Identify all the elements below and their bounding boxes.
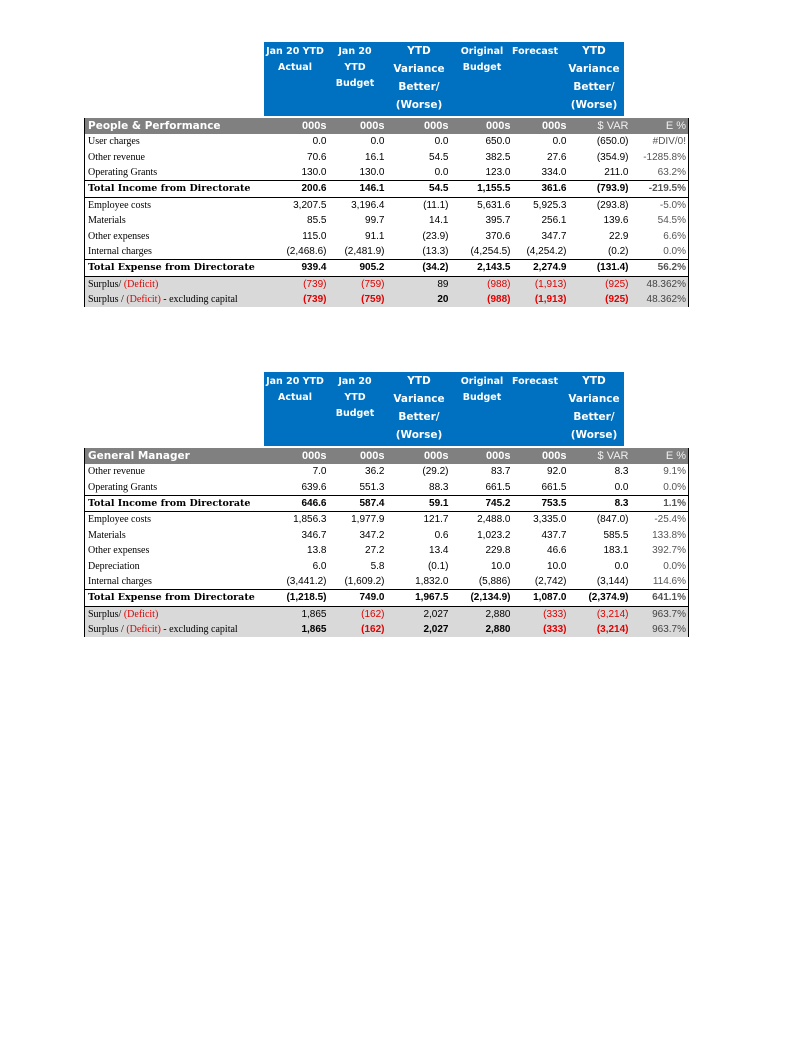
table-cell: 905.2	[329, 260, 387, 276]
table-cell: 36.2	[365, 466, 385, 478]
table-cell: 745.2	[451, 495, 513, 511]
table-cell: 6.6%	[663, 230, 686, 242]
table-cell: (0.2)	[607, 245, 629, 257]
table-cell: 183.1	[603, 545, 629, 557]
table-cell: (988)	[451, 276, 513, 292]
table-cell: (1,913)	[513, 276, 569, 292]
col-header-forecast: Forecast	[512, 46, 558, 57]
table-cell: 3,196.4	[351, 199, 385, 211]
table-row	[85, 512, 689, 528]
table-cell: 121.7	[423, 514, 449, 526]
total-row	[85, 260, 689, 276]
table-cell: (162)	[329, 622, 387, 637]
table-cell: (4,254.5)	[470, 245, 511, 257]
table-cell: 361.6	[513, 181, 569, 197]
table-cell: (3,214)	[569, 622, 631, 637]
table-cell: (29.2)	[422, 466, 449, 478]
table-cell: 56.2%	[631, 260, 689, 276]
table-cell: (925)	[569, 276, 631, 292]
row-label: Total Income from Directorate	[85, 181, 263, 197]
row-label: Total Expense from Directorate	[85, 590, 263, 606]
report-block-general-manager	[84, 372, 688, 637]
row-label: Total Expense from Directorate	[85, 260, 263, 276]
table-cell: 54.5%	[657, 215, 686, 227]
row-label: Depreciation	[88, 560, 140, 572]
table-cell: (847.0)	[596, 514, 629, 526]
table-row	[85, 558, 689, 573]
table-cell: (1,913)	[513, 292, 569, 307]
table-cell: 347.2	[359, 529, 385, 541]
row-label: Other expenses	[88, 545, 150, 557]
table-cell: 0.0%	[663, 245, 686, 257]
table-cell: 2,488.0	[477, 514, 511, 526]
table-cell: 0.0%	[663, 481, 686, 493]
col-header-ytd-budget: Jan 20 YTD Budget	[335, 376, 375, 419]
table-cell: 114.6%	[652, 575, 686, 587]
table-title-row	[85, 118, 689, 134]
unit-header: 000s	[329, 448, 387, 464]
col-header-original-budget: Original Budget	[460, 46, 504, 73]
table-cell: 1,023.2	[477, 529, 511, 541]
table-cell: 7.0	[312, 466, 327, 478]
table-cell: 646.6	[263, 495, 329, 511]
table-cell: 89	[387, 276, 451, 292]
table-cell: (131.4)	[569, 260, 631, 276]
row-label	[85, 622, 263, 637]
table-cell: 22.9	[609, 230, 629, 242]
table-cell: (4,254.2)	[526, 245, 567, 257]
table-cell: 749.0	[329, 590, 387, 606]
table-row	[85, 479, 689, 495]
table-cell: 27.2	[365, 545, 385, 557]
col-header-ytd-actual: Jan 20 YTD Actual	[266, 46, 324, 73]
table-cell: 0.0	[614, 481, 629, 493]
table-cell: 10.0	[491, 560, 511, 572]
row-label: Other revenue	[88, 151, 145, 163]
table-cell: 963.7%	[631, 622, 689, 637]
unit-header: 000s	[387, 118, 451, 134]
col-header-original-budget: Original Budget	[460, 376, 504, 403]
table-cell: 20	[387, 292, 451, 307]
table-cell: 1,832.0	[415, 575, 449, 587]
table-cell: 123.0	[485, 166, 511, 178]
table-cell: #DIV/0!	[652, 136, 686, 148]
table-cell: (34.2)	[387, 260, 451, 276]
surplus-row	[85, 292, 689, 307]
row-label: Employee costs	[88, 199, 152, 211]
total-row	[85, 590, 689, 606]
table-cell: -219.5%	[631, 181, 689, 197]
table-cell: 2,027	[387, 622, 451, 637]
table-cell: 585.5	[603, 529, 629, 541]
table-cell: 5.8	[370, 560, 385, 572]
table-cell: (3,441.2)	[286, 575, 327, 587]
table-cell: 88.3	[429, 481, 449, 493]
table-cell: 133.8%	[652, 529, 686, 541]
table-body	[85, 448, 689, 637]
unit-header: 000s	[263, 118, 329, 134]
row-label: Total Income from Directorate	[85, 495, 263, 511]
row-label: Internal charges	[88, 245, 152, 257]
row-label-text: Surplus/	[88, 608, 124, 620]
row-label: User charges	[88, 136, 140, 148]
table-cell: 3,207.5	[293, 199, 327, 211]
table-cell: -25.4%	[654, 514, 686, 526]
table-cell: 5,925.3	[533, 199, 567, 211]
unit-header: $ VAR	[569, 448, 631, 464]
table-cell: 392.7%	[652, 545, 686, 557]
table-cell: 130.0	[359, 166, 385, 178]
table-cell: 54.5	[429, 151, 449, 163]
table-cell: (5,886)	[478, 575, 511, 587]
financial-table	[84, 118, 689, 307]
table-cell: (759)	[329, 276, 387, 292]
table-cell: 59.1	[387, 495, 451, 511]
table-cell: 85.5	[307, 215, 327, 227]
table-cell: (11.1)	[423, 199, 449, 211]
unit-header: 000s	[513, 118, 569, 134]
row-label-deficit: (Deficit)	[123, 278, 159, 290]
row-label: Materials	[88, 529, 126, 541]
table-cell: 650.0	[485, 136, 511, 148]
table-cell: 9.1%	[663, 466, 686, 478]
table-body	[85, 118, 689, 307]
table-cell: (333)	[513, 622, 569, 637]
table-cell: 1,865	[263, 622, 329, 637]
table-cell: 54.5	[387, 181, 451, 197]
table-cell: 5,631.6	[477, 199, 511, 211]
row-label-deficit: (Deficit)	[126, 294, 161, 306]
table-cell: 437.7	[541, 529, 567, 541]
row-label-suffix: - excluding capital	[160, 624, 238, 636]
table-cell: -1285.8%	[643, 151, 686, 163]
table-cell: 347.7	[541, 230, 567, 242]
table-cell: 370.6	[485, 230, 511, 242]
table-cell: (2,481.9)	[344, 245, 385, 257]
col-header-ytd-variance-2: YTD Variance Better/ (Worse)	[568, 375, 620, 441]
table-title-row	[85, 448, 689, 464]
table-cell: 1,967.5	[387, 590, 451, 606]
table-cell: 661.5	[541, 481, 567, 493]
table-cell: (23.9)	[422, 230, 449, 242]
table-cell: 346.7	[301, 529, 327, 541]
table-cell: (293.8)	[596, 199, 629, 211]
table-cell: 1,087.0	[513, 590, 569, 606]
table-cell: 334.0	[541, 166, 567, 178]
row-label: Other expenses	[88, 230, 150, 242]
table-cell: 10.0	[547, 560, 567, 572]
table-cell: 8.3	[569, 495, 631, 511]
unit-header: 000s	[451, 448, 513, 464]
row-label-deficit: (Deficit)	[126, 624, 161, 636]
table-cell: (759)	[329, 292, 387, 307]
table-cell: 1,155.5	[451, 181, 513, 197]
row-label-suffix: - excluding capital	[160, 294, 238, 306]
col-header-ytd-budget: Jan 20 YTD Budget	[335, 46, 375, 89]
row-label	[85, 276, 263, 292]
table-cell: 639.6	[301, 481, 327, 493]
table-cell: 963.7%	[631, 606, 689, 622]
row-label: Operating Grants	[88, 166, 158, 178]
table-cell: (2,468.6)	[286, 245, 327, 257]
unit-header: 000s	[387, 448, 451, 464]
table-cell: 1,977.9	[351, 514, 385, 526]
table-row	[85, 197, 689, 213]
table-cell: (739)	[263, 292, 329, 307]
row-label-text: Surplus/	[88, 278, 124, 290]
col-header-ytd-actual: Jan 20 YTD Actual	[266, 376, 324, 403]
total-row	[85, 181, 689, 197]
table-cell: (739)	[263, 276, 329, 292]
table-cell: (988)	[451, 292, 513, 307]
unit-header: 000s	[329, 118, 387, 134]
table-row	[85, 574, 689, 590]
unit-header: 000s	[513, 448, 569, 464]
table-cell: 13.8	[307, 545, 327, 557]
table-cell: 99.7	[365, 215, 385, 227]
total-row	[85, 495, 689, 511]
table-cell: 939.4	[263, 260, 329, 276]
table-row	[85, 213, 689, 228]
table-cell: 6.0	[312, 560, 327, 572]
table-cell: (1,218.5)	[263, 590, 329, 606]
table-cell: 229.8	[485, 545, 511, 557]
table-cell: (3,144)	[596, 575, 629, 587]
table-cell: 48.362%	[631, 292, 689, 307]
table-cell: 0.0	[434, 166, 449, 178]
table-cell: (2,374.9)	[569, 590, 631, 606]
table-cell: (2,134.9)	[451, 590, 513, 606]
table-cell: 0.0	[614, 560, 629, 572]
table-cell: 382.5	[485, 151, 511, 163]
table-cell: 2,027	[387, 606, 451, 622]
table-cell: (0.1)	[427, 560, 449, 572]
surplus-row	[85, 276, 689, 292]
row-label: Materials	[88, 215, 126, 227]
row-label	[85, 606, 263, 622]
table-cell: (3,214)	[569, 606, 631, 622]
table-cell: 1,865	[263, 606, 329, 622]
table-cell: 641.1%	[631, 590, 689, 606]
unit-header: 000s	[451, 118, 513, 134]
table-title: General Manager	[85, 448, 263, 464]
report-block-people-performance	[84, 42, 688, 307]
table-cell: 256.1	[541, 215, 567, 227]
row-label: Other revenue	[88, 466, 145, 478]
table-cell: 211.0	[604, 166, 629, 178]
row-label: Operating Grants	[88, 481, 158, 493]
table-cell: 1,856.3	[293, 514, 327, 526]
table-title: People & Performance	[85, 118, 263, 134]
table-cell: 0.0%	[663, 560, 686, 572]
table-row	[85, 528, 689, 543]
table-cell: (162)	[329, 606, 387, 622]
table-cell: 70.6	[307, 151, 327, 163]
table-cell: 2,143.5	[451, 260, 513, 276]
table-cell: 130.0	[301, 166, 327, 178]
table-cell: 46.6	[547, 545, 567, 557]
table-cell: 115.0	[302, 230, 327, 242]
row-label: Employee costs	[88, 514, 152, 526]
table-row	[85, 464, 689, 479]
unit-header: E %	[631, 448, 689, 464]
table-cell: 395.7	[485, 215, 511, 227]
table-cell: 200.6	[263, 181, 329, 197]
table-cell: 0.0	[312, 136, 327, 148]
col-header-forecast: Forecast	[512, 376, 558, 387]
column-header-band	[84, 42, 688, 118]
table-cell: 8.3	[614, 466, 629, 478]
table-cell: 0.0	[434, 136, 449, 148]
table-cell: (1,609.2)	[344, 575, 385, 587]
unit-header: E %	[631, 118, 689, 134]
row-label-deficit: (Deficit)	[123, 608, 159, 620]
col-header-ytd-variance: YTD Variance Better/ (Worse)	[393, 375, 445, 441]
table-cell: 2,274.9	[513, 260, 569, 276]
table-cell: 0.6	[434, 529, 449, 541]
table-cell: 146.1	[329, 181, 387, 197]
table-row	[85, 244, 689, 260]
table-row	[85, 134, 689, 149]
col-header-ytd-variance-2: YTD Variance Better/ (Worse)	[568, 45, 620, 111]
table-cell: -5.0%	[659, 199, 686, 211]
table-cell: 27.6	[547, 151, 567, 163]
table-cell: 91.1	[365, 230, 385, 242]
table-cell: (650.0)	[596, 136, 629, 148]
table-row	[85, 149, 689, 164]
table-cell: 14.1	[429, 215, 449, 227]
surplus-row	[85, 606, 689, 622]
col-header-ytd-variance: YTD Variance Better/ (Worse)	[393, 45, 445, 111]
table-cell: 2,880	[451, 606, 513, 622]
surplus-row	[85, 622, 689, 637]
row-label	[85, 292, 263, 307]
table-cell: 3,335.0	[533, 514, 567, 526]
table-cell: 2,880	[451, 622, 513, 637]
table-cell: 92.0	[547, 466, 567, 478]
unit-header: 000s	[263, 448, 329, 464]
table-cell: 753.5	[513, 495, 569, 511]
table-cell: 1.1%	[631, 495, 689, 511]
table-cell: 587.4	[329, 495, 387, 511]
table-cell: (925)	[569, 292, 631, 307]
table-row	[85, 165, 689, 181]
column-header-band	[84, 372, 688, 448]
table-cell: 63.2%	[657, 166, 686, 178]
table-cell: (13.3)	[422, 245, 449, 257]
table-cell: 83.7	[491, 466, 511, 478]
table-cell: (2,742)	[534, 575, 567, 587]
table-cell: 139.6	[603, 215, 629, 227]
table-cell: 48.362%	[631, 276, 689, 292]
table-cell: (354.9)	[596, 151, 629, 163]
table-cell: 661.5	[485, 481, 511, 493]
row-label-text: Surplus /	[88, 294, 127, 306]
table-row	[85, 543, 689, 558]
table-cell: 551.3	[359, 481, 385, 493]
table-cell: 13.4	[429, 545, 449, 557]
table-cell: 0.0	[370, 136, 385, 148]
table-row	[85, 228, 689, 243]
table-cell: 0.0	[552, 136, 567, 148]
unit-header: $ VAR	[569, 118, 631, 134]
row-label-text: Surplus /	[88, 624, 127, 636]
table-cell: (333)	[513, 606, 569, 622]
table-cell: 16.1	[365, 151, 385, 163]
table-cell: (793.9)	[569, 181, 631, 197]
row-label: Internal charges	[88, 575, 152, 587]
financial-table	[84, 448, 689, 637]
